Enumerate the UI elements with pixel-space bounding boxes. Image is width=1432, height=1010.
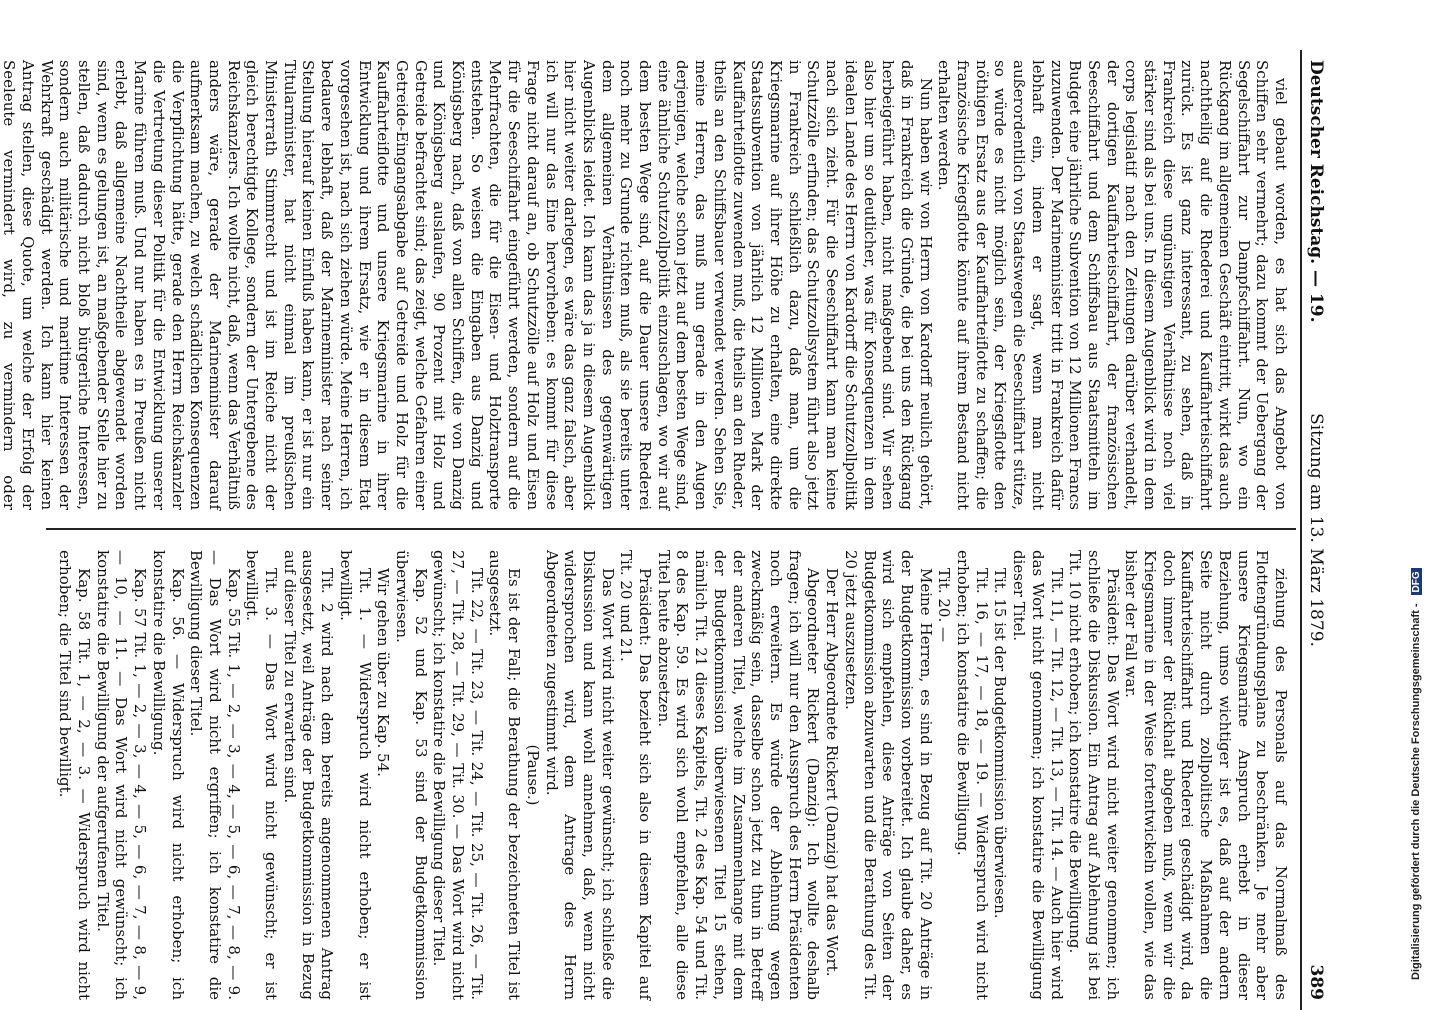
- right-column: [50, 550, 1290, 1000]
- right-paragraph: Der Herr Abgeordnete Rickert (Danzig) hat das Wort.: [823, 568, 842, 977]
- right-paragraph: Meine Herren, es sind in Bezug auf Tit. 20 Anträge in der Budgetkommission vorbereitet. Ich glaube daher, es wird sich empfehlen, diese Anträge von Seiten der Budgetkommission abzuwarten und die Berathung des Tit. 20 jetzt auszusetzen.: [841, 550, 935, 1000]
- right-paragraph: Tit. 3. — Das Wort wird nicht gewünscht; er ist bewilligt.: [243, 550, 281, 1000]
- digitization-credit: [1410, 60, 1426, 980]
- left-paragraph: Nun haben wir von Herrn von Kardorff neulich gehört, daß in Frankreich die Gründe, die bei uns den Rückgang herbeigeführt haben, nicht maßgebend sind. Wir sehen also hier um so deutlicher, was für Konsequenzen in dem idealen Lande des Herrn von Kardorff die Schutzzollpolitik nach sich zieht. Für die Seeschiffahrt kann man keine Schutzzölle erfinden; das Schutzzollsystem führt also jetzt in Frankreich schließlich dazu, daß man, um die Kriegsmarine auf ihrer Höhe zu erhalten, eine direkte Staatssubvention von jährlich 12 Millionen Mark der Kauffahrteiflotte zuwenden muß, die theils an den Rheder, theils an den Schiffsbauer verwendet werden. Sehen Sie, meine Herren, das muß nun gerade in den Augen derjenigen, welche schon jetzt auf dem besten Wege sind, eine ähnliche Schutzzollpolitik einzuschlagen, wo wir auf dem besten Wege sind, auf die Dauer unsere Rhederei noch mehr zu Grunde richten muß, als sie bereits unter dem allgemeinen Verhältnissen des gegenwärtigen Augenblicks leidet. Ich kann das ja in diesem Augenblick hier nicht weiter darlegen, es wäre das ganz falsch, aber ich will nur das Eine hervorheben: es kommt für diese Frage nicht darauf an, ob Schutzzölle auf Holz und Eisen für die Seeschiffahrt eingeführt werden, sondern auf die Mehrfrachten, die für die Eisen- und Holztransporte entstehen. So weisen die Eingaben aus Danzig und Königsberg nach, daß von allen Schiffen, die von Danzig und Königsberg auslaufen, 90 Prozent mit Holz und Getreide befrachtet sind; das zeigt, welche Gefahren einer Getreide-Eingangsabgabe auf Getreide und Holz für die Kauffahrteiflotte und unsere Kriegsmarine in ihrer Entwicklung und ihrem Ersatz, wie er in diesem Etat vorgesehen ist, nach sich ziehen würde. Meine Herren, ich bedauere lebhaft, daß der Marineminister nach seiner Stellung hierauf keinen Einfluß haben kann, er ist nur ein Titularminister, hat nicht einmal im preußischen Ministerrath Stimmrecht und ist im Reiche nicht der gleich berechtigte Kollege, sondern der Untergebene des Reichskanzlers. Ich wollte nicht, daß, wenn das Verhältniß anders wäre, gerade der Marineminister darauf aufmerksam machen, zu welch schädlichen Konsequenzen die Verpflichtung hätte, gerade den Herrn Reichskanzler die Vertretung dieser Politik für die Entwicklung unserer Marine führen muß. Und nur haben es in Preußen nicht erlebt, daß allgemeine Nachtheile abgewendet worden sind, wenn es gelungen ist, an maßgebender Stelle hier zu stellen, daß dadurch nicht bloß bürgerliche Interessen, sondern auch militärische und maritime Interessen der Wehrkraft geschädigt werden. Ich kann hier keinen Antrag stellen, diese Quote, um welche der Erfolg der Seeleute vermindert wird, zu vermindern oder: [0, 60, 935, 510]
- right-paragraph: Kap. 57 Tit. 1, — 2, — 3, — 4, — 5, — 6, — 7, — 8, — 9, — 10, — 11. — Das Wort wird nicht gewünscht; ich konstatire die Bewilligung der aufgerufenen Titel.: [93, 550, 150, 1000]
- right-paragraph: Tit. 22, — Tit. 23, — Tit. 24, — Tit. 25, — Tit. 26, — Tit. 27, — Tit. 28, — Tit. 29, — Tit. 30. — Das Wort wird nicht gewünscht; ich konstatire die Bewilligung dieser Titel.: [430, 550, 486, 1000]
- right-paragraph-pause: (Pause.): [523, 744, 542, 806]
- right-paragraph: Tit. 1. — Widerspruch wird nicht erhoben; er ist bewilligt.: [336, 550, 374, 1000]
- right-paragraph: Wir gehen über zu Kap. 54.: [374, 568, 393, 777]
- right-paragraph: Tit. 16, — 17, — 18, — 19. — Widerspruch wird nicht erhoben; ich konstatire die Bewilligung.: [954, 550, 991, 1000]
- left-paragraph: viel gebaut worden, es hat sich das Angebot von Schiffen sehr vermehrt; dazu kommt der Uebergang der Segelschiffahrt zur Dampfschiffahrt. Nun, wo ein Rückgang im allgemeinen Geschäft eintritt, wirkt das auch nachtheilig auf die Rhederei und Kauffahrteischiffahrt zurück. Es ist ganz interessant, zu sehen, daß in Frankreich diese ungünstigen Verhältnisse noch viel stärker sind als bei uns. In diesem Augenblick wird in dem corps legislatif nach den Zeitungen darüber verhandelt, der dortigen Kauffahrteischiffahrt, der französischen Seeschiffahrt und dem Schiffsbau aus Staatsmitteln im Budget eine jährliche Subvention von 12 Millionen Francs zuzuwenden. Der Marineminister tritt in Frankreich dafür lebhaft ein, indem er sagt, wenn man nicht außerordentlich von Staatswegen die Seeschiffahrt stütze, so würde es nicht möglich sein, der Kriegsflotte den nöthigen Ersatz aus der Kauffahrteiflotte zu schaffen; die französische Kriegsflotte könnte auf ihrem Bestand nicht erhalten werden.: [935, 60, 1290, 510]
- dfg-logo: DFG: [1411, 568, 1422, 595]
- right-paragraph: Tit. 11, — Tit. 12, — Tit. 13, — Tit. 14. — Auch hier wird das Wort nicht genommen; ich konstatire die Bewilligung dieser Titel.: [1010, 550, 1066, 1000]
- right-paragraph: Tit. 15 ist der Budgetkommission überwiesen.: [991, 568, 1010, 919]
- right-paragraph: Kap. 52 und Kap. 53 sind der Budgetkommission überwiesen.: [392, 550, 430, 1000]
- session-date: Sitzung am 13. März 1879.: [1306, 413, 1326, 647]
- running-title: Deutscher Reichstag. — 19.: [1306, 60, 1326, 323]
- right-paragraph: Es ist der Fall; die Berathung der bezeichneten Titel ist ausgesetzt.: [486, 550, 524, 1000]
- right-paragraph: Kap. 58 Tit. 1, — 2, — 3. — Widerspruch wird nicht erhoben; die Titel sind bewilligt.: [56, 550, 93, 1000]
- left-column: [0, 60, 1290, 510]
- right-paragraph: Abgeordneter Rickert (Danzig): Ich wollte deshalb fragen; ich will nur den Ausspruch des Herrn Präsidenten noch erweitern. Es würde der Ablehnung wegen zweckmäßig sein, dasselbe schon jetzt zu thun in Betreff der anderen Titel, welche im Zusammenhange mit dem der Budgetkommission überwiesenen Titel 15 stehen, nämlich Tit. 21 dieses Kapitels, Tit. 2 des Kap. 54 und Tit. 8 des Kap. 59. Es wird sich wohl empfehlen, alle diese Titel heute abzusetzen.: [654, 550, 823, 1000]
- right-paragraph: Kap. 55 Tit. 1, — 2, — 3, — 4, — 5, — 6, — 7, — 8, — 9. — Das Wort wird nicht ergriffen; ich konstatire die Bewilligung dieser Titel.: [187, 550, 243, 1000]
- right-paragraph: Präsident: Das bezieht sich also in diesem Kapitel auf Tit. 20 und 21.: [617, 550, 655, 1000]
- column-divider: [46, 528, 1296, 530]
- page-number: 389: [1306, 964, 1326, 1000]
- credit-text: Digitalisierung gefördert durch die Deutsche Forschungsgemeinschaft -: [1410, 603, 1422, 980]
- right-paragraph: Tit. 20. —: [935, 568, 954, 642]
- page-header: [1300, 50, 1330, 1010]
- right-paragraph: Präsident: Das Wort wird nicht weiter genommen; ich schließe die Diskussion. Ein Antrag auf Ablehnung ist bei Tit. 10 nicht erhoben; ich konstatire die Bewilligung.: [1066, 550, 1122, 1000]
- credit-line: [1410, 60, 1422, 980]
- right-paragraph: ziehung des Personals auf das Normalmaß des Flottengründungsplans zu beschränken. Je mehr aber unsere Kriegsmarine Anspruch erhebt in dieser Beziehung, umso wichtiger ist es, daß auf der andern Seite nicht durch zollpolitische Maßnahmen die Kauffahrteischiffahrt und Rhederei geschädigt wird, da doch immer der Rückhalt abgeben muß, wenn wir die Kriegsmarine in der Weise fortentwickeln wollen, wie das bisher der Fall war.: [1122, 550, 1290, 1000]
- header-rule: [1300, 50, 1302, 1010]
- rotated-page: [0, 50, 1330, 1010]
- right-paragraph: Kap. 56. — Widerspruch wird nicht erhoben; ich konstatire die Bewilligung.: [149, 550, 187, 1000]
- right-paragraph: Das Wort wird nicht weiter gewünscht; ich schließe die Diskussion und kann wohl annehmen, daß, wenn nicht widersprochen wird, dem Antrage des Herrn Abgeordneten zugestimmt wird.: [542, 550, 617, 1000]
- right-paragraph: Tit. 2 wird nach dem bereits angenommenen Antrag ausgesetzt, weil Anträge der Budgetkommission in Bezug auf dieser Titel zu erwarten sind.: [280, 550, 337, 1000]
